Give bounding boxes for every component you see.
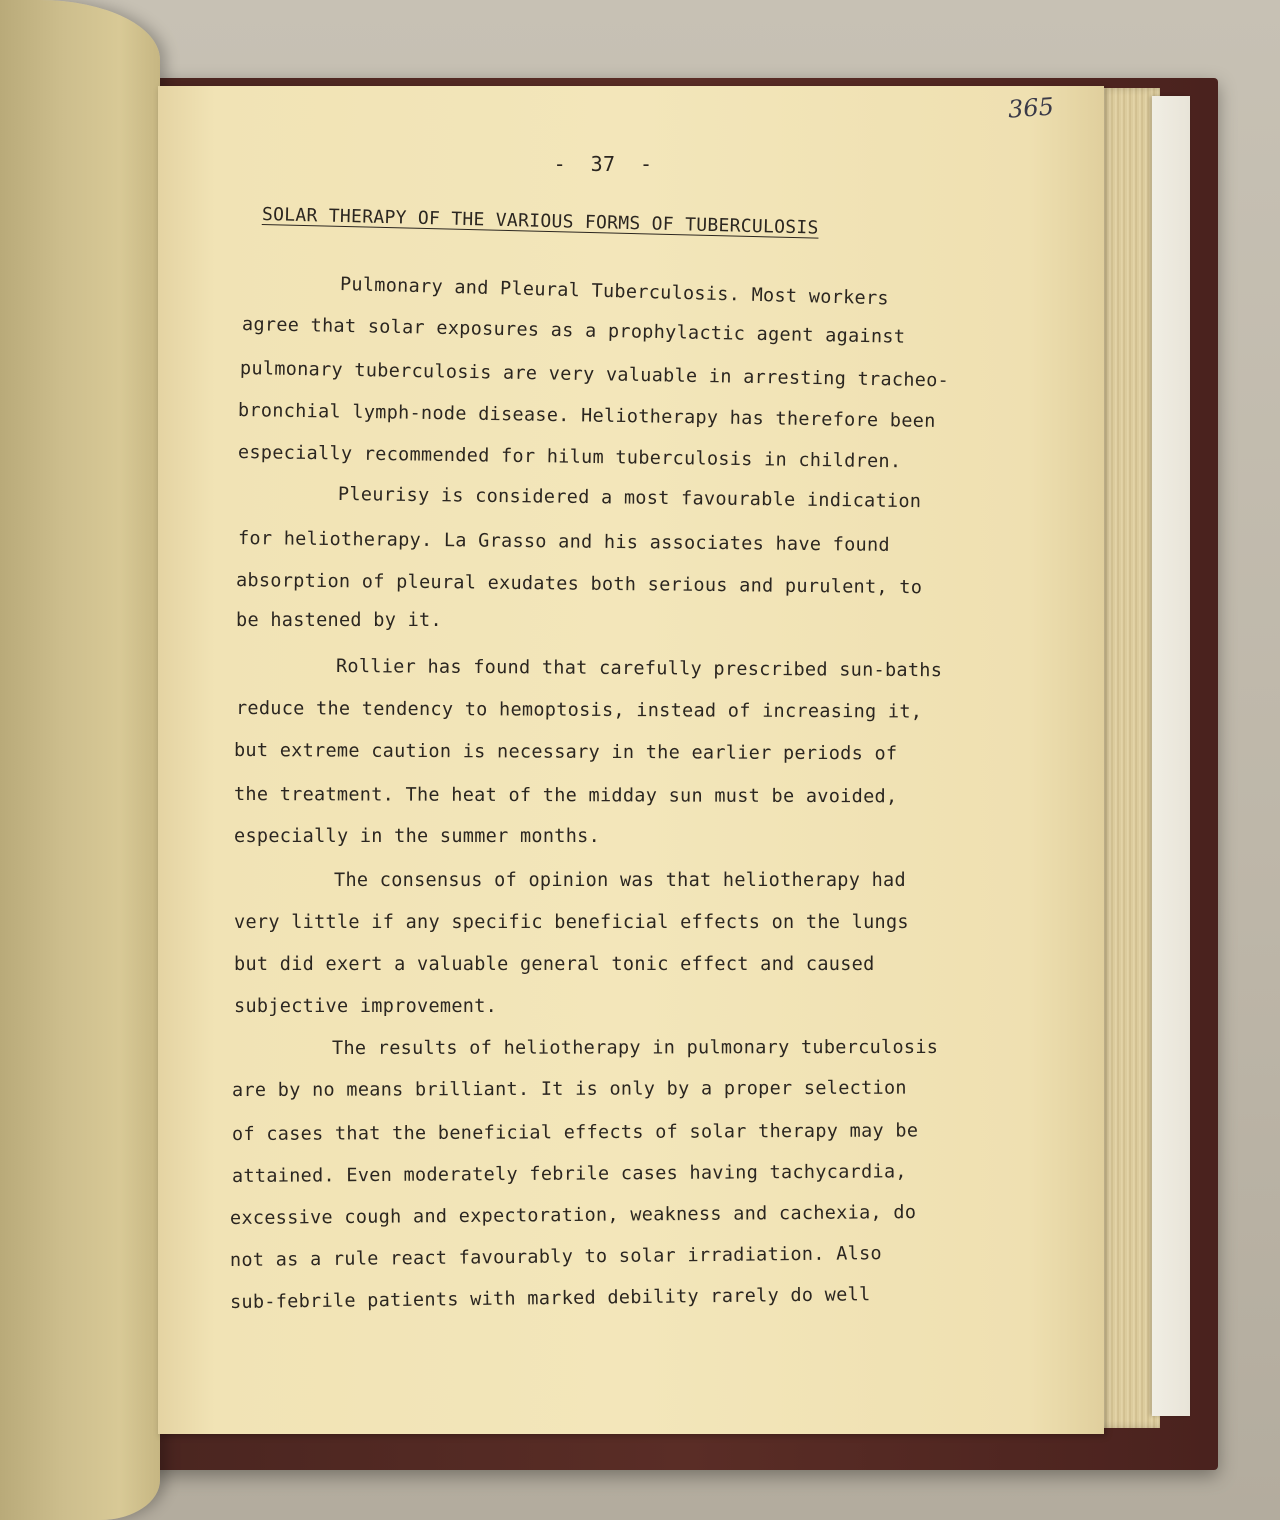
text-line: Pulmonary and Pleural Tuberculosis. Most workers xyxy=(339,274,890,310)
text-line: The results of heliotherapy in pulmonary tuberculosis xyxy=(331,1036,939,1059)
text-line: of cases that the beneficial effects of solar therapy may be xyxy=(231,1120,919,1145)
text-line: not as a rule react favourably to solar irradiation. Also xyxy=(229,1243,883,1271)
text-line: be hastened by it. xyxy=(236,610,442,631)
previous-page-curl xyxy=(0,0,160,1520)
text-line: are by no means brilliant. It is only by a proper selection xyxy=(231,1077,907,1101)
text-line: pulmonary tuberculosis are very valuable in arresting tracheo- xyxy=(239,358,950,392)
text-line: but extreme caution is necessary in the earlier periods of xyxy=(233,740,898,765)
text-line: reduce the tendency to hemoptosis, instead of increasing it, xyxy=(235,698,923,723)
text-line: bronchial lymph-node disease. Heliotherapy has therefore been xyxy=(237,400,936,432)
section-heading: SOLAR THERAPY OF THE VARIOUS FORMS OF TUBERCULOSIS xyxy=(261,204,819,239)
text-line: The consensus of opinion was that heliotherapy had xyxy=(334,870,906,891)
text-line: but did exert a valuable general tonic effect and caused xyxy=(234,954,875,975)
text-line: Rollier has found that carefully prescribed sun-baths xyxy=(335,656,943,682)
text-line: Pleurisy is considered a most favourable indication xyxy=(337,484,922,513)
flyleaf xyxy=(1152,96,1190,1416)
text-line: very little if any specific beneficial effects on the lungs xyxy=(234,912,909,933)
text-line: attained. Even moderately febrile cases having tachycardia, xyxy=(231,1161,907,1187)
text-line: the treatment. The heat of the midday sun must be avoided, xyxy=(233,784,898,808)
text-line: especially in the summer months. xyxy=(234,826,601,847)
text-line: for heliotherapy. La Grasso and his associates have found xyxy=(237,528,891,556)
text-line: sub-febrile patients with marked debility rarely do well xyxy=(229,1284,871,1313)
text-line: agree that solar exposures as a prophylactic agent against xyxy=(241,314,906,348)
document-page xyxy=(158,86,1104,1434)
text-line: absorption of pleural exudates both serious and purulent, to xyxy=(235,570,923,599)
page-number: - 37 - xyxy=(553,152,653,176)
text-line: especially recommended for hilum tuberculosis in children. xyxy=(237,442,902,473)
text-line: subjective improvement. xyxy=(234,996,498,1017)
text-line: excessive cough and expectoration, weakness and cachexia, do xyxy=(229,1202,917,1229)
handwritten-folio-number: 365 xyxy=(1007,92,1055,124)
